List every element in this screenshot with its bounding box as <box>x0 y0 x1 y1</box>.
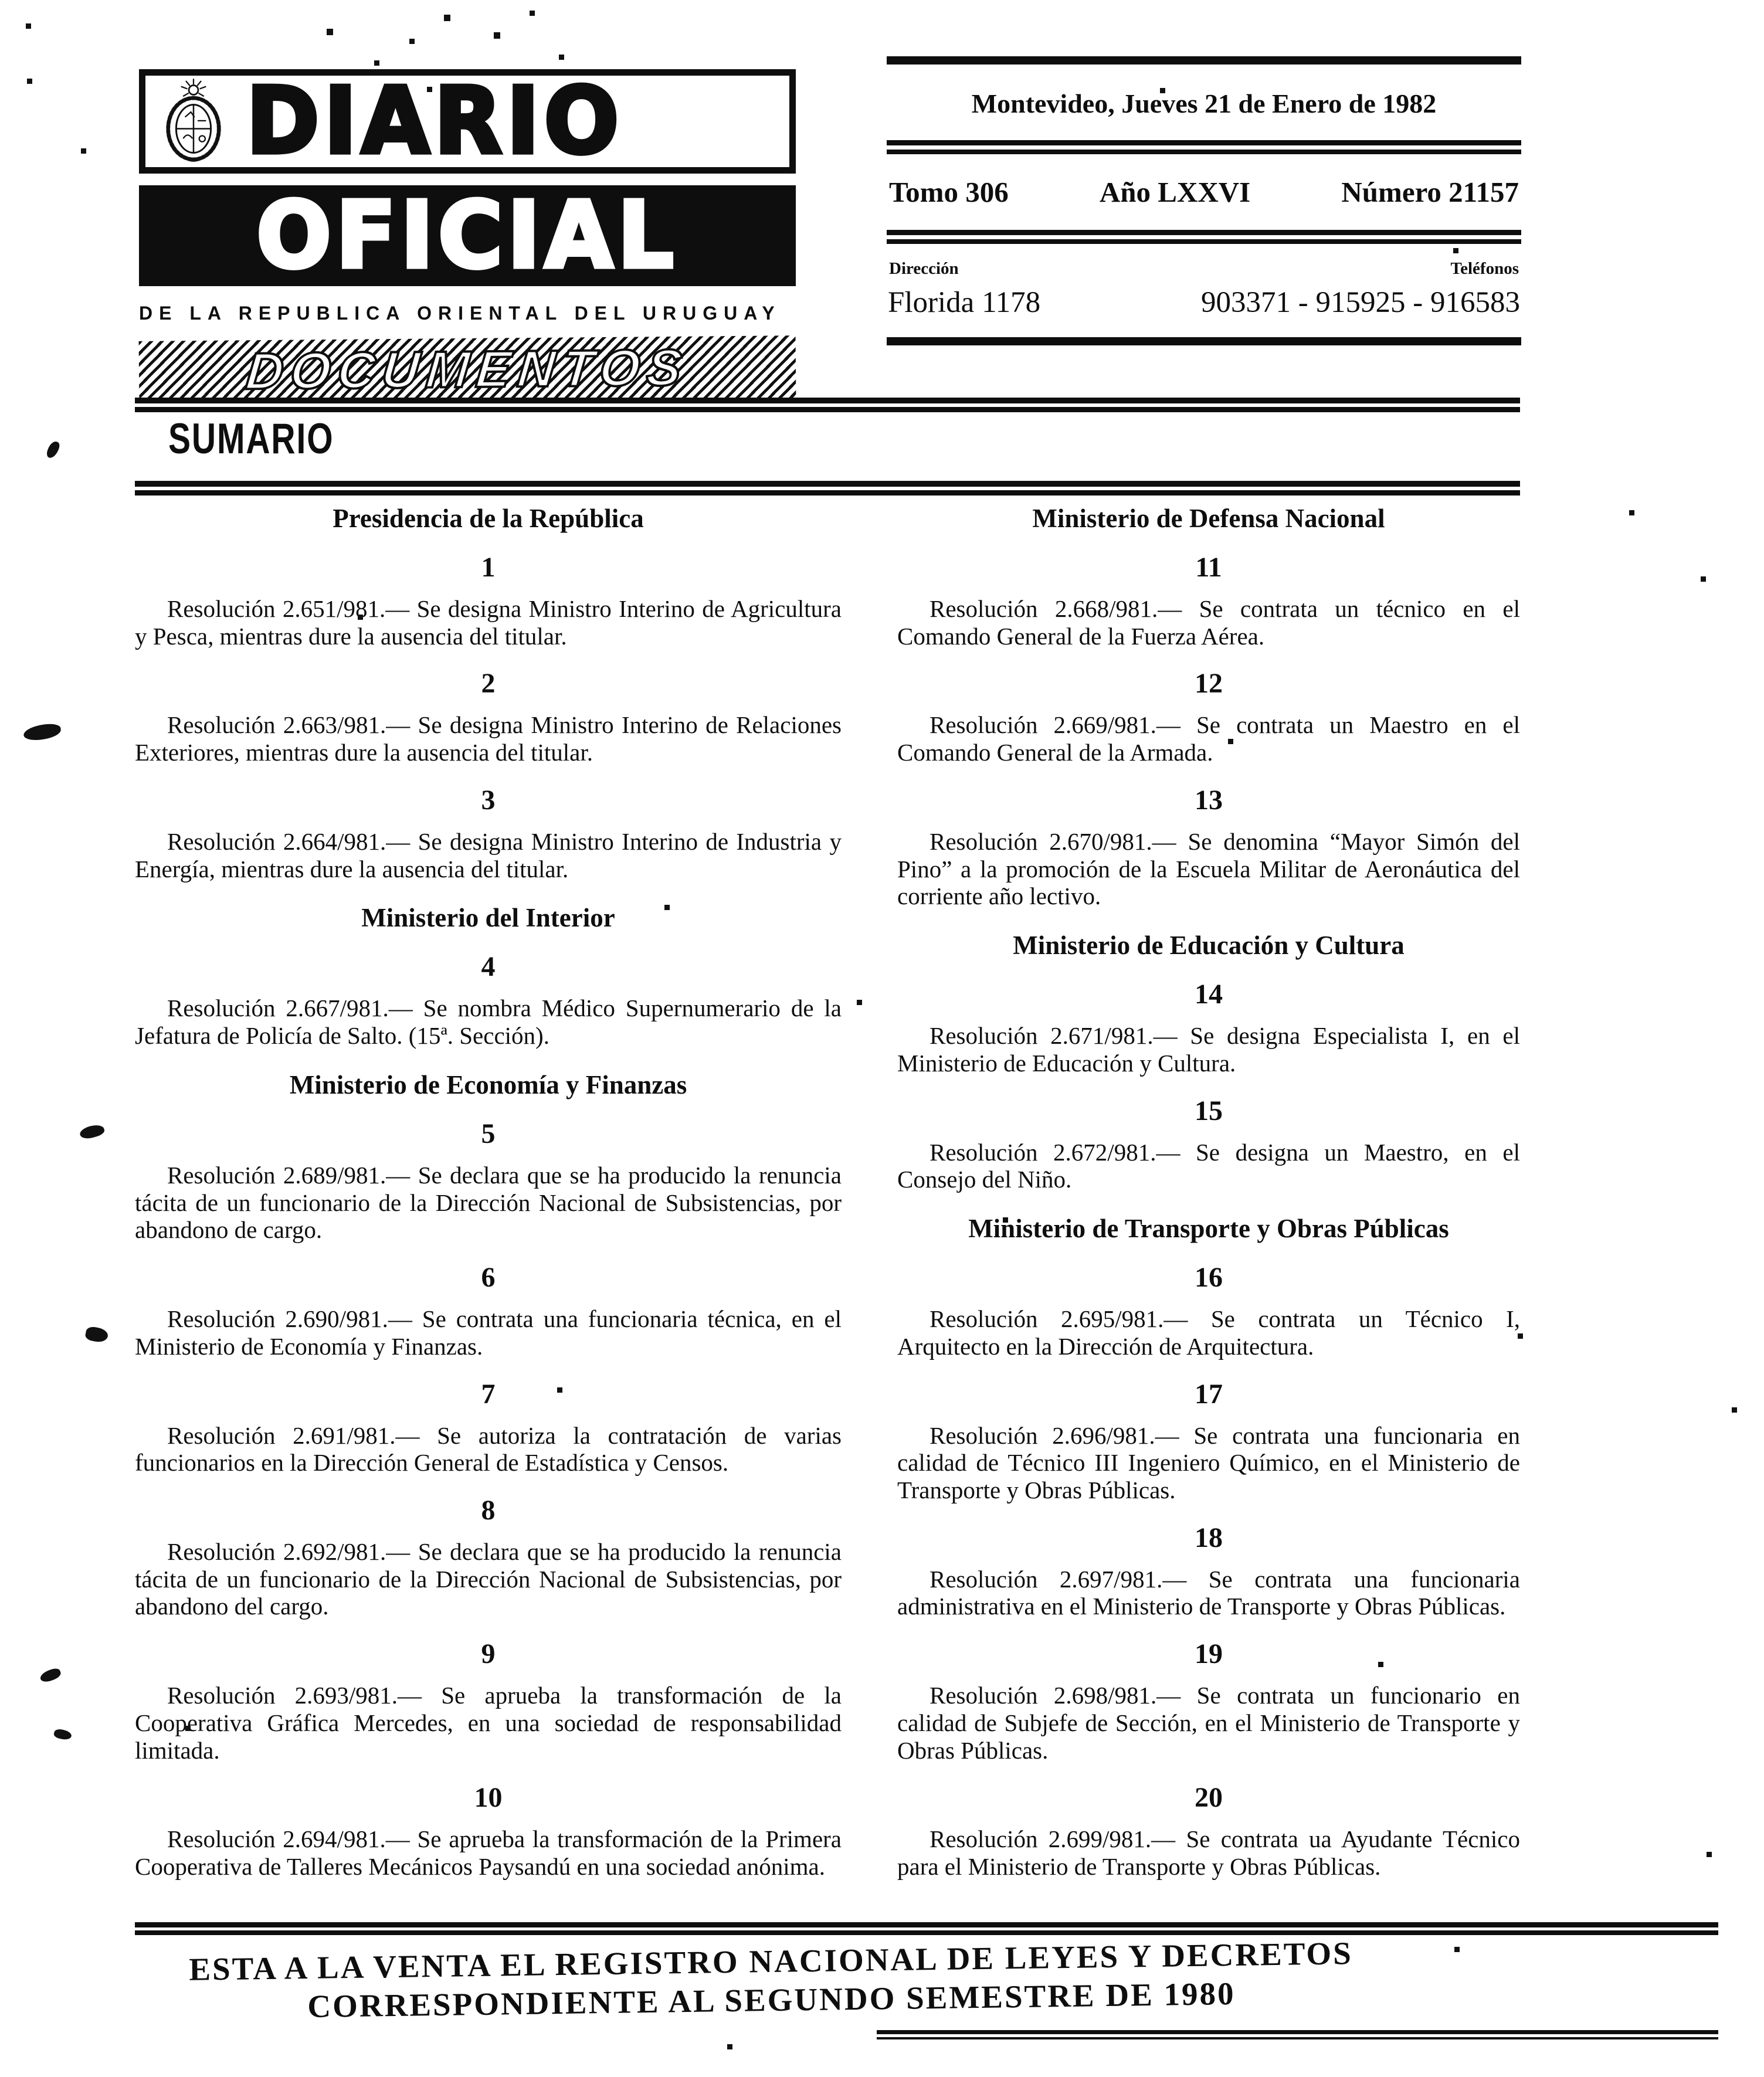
entry-number: 20 <box>1195 1782 1223 1814</box>
numero-value: Número 21157 <box>1341 176 1519 208</box>
entry-text: Resolución 2.663/981.— Se designa Ministro Interino de Relaciones Exteriores, mientras dure la ausencia del titular. <box>135 711 842 766</box>
entry-text: Resolución 2.694/981.— Se aprueba la transformación de la Primera Cooperativa de Talleres Mecánicos Paysandú en una sociedad anónima. <box>135 1825 842 1881</box>
oficial-logo-box <box>139 182 796 289</box>
entry-number: 4 <box>481 951 496 983</box>
entry-number: 12 <box>1195 668 1223 700</box>
footer-rule <box>135 1922 1718 1935</box>
entry-text: Resolución 2.691/981.— Se autoriza la contratación de varias funcionarios en la Dirección General de Estadística y Censos. <box>135 1421 842 1477</box>
summary-columns <box>135 500 1520 1886</box>
entry-text: Resolución 2.669/981.— Se contrata un Maestro en el Comando General de la Armada. <box>897 711 1520 766</box>
entry-text: Resolución 2.672/981.— Se designa un Maestro, en el Consejo del Niño. <box>897 1138 1520 1193</box>
entry-text: Resolución 2.693/981.— Se aprueba la transformación de la Cooperativa Gráfica Mercedes, en una sociedad de responsabilidad limitada. <box>135 1682 842 1764</box>
uruguay-coat-of-arms-icon <box>156 78 231 165</box>
entry-number: 3 <box>481 784 496 816</box>
section-heading: Presidencia de la República <box>333 504 644 533</box>
entry-number: 14 <box>1195 979 1223 1010</box>
entry-number: 11 <box>1195 552 1222 583</box>
entry-text: Resolución 2.690/981.— Se contrata una funcionaria técnica, en el Ministerio de Economía y Finanzas. <box>135 1305 842 1360</box>
documentos-banner-label: DOCUMENTOS <box>243 338 691 401</box>
entry-number: 13 <box>1195 784 1223 816</box>
sumario-title: SUMARIO <box>168 415 334 463</box>
info-box-divider <box>887 140 1521 154</box>
masthead-title-oficial: OFICIAL <box>256 182 679 289</box>
entry-number: 19 <box>1195 1638 1223 1670</box>
documentos-banner <box>139 335 796 403</box>
entry-text: Resolución 2.664/981.— Se designa Ministro Interino de Industria y Energía, mientras dure la ausencia del titular. <box>135 827 842 883</box>
direccion-label: Dirección <box>889 259 959 278</box>
masthead <box>139 69 796 401</box>
entry-text: Resolución 2.668/981.— Se contrata un técnico en el Comando General de la Fuerza Aérea. <box>897 595 1520 650</box>
entry-text: Resolución 2.696/981.— Se contrata una funcionaria en calidad de Técnico III Ingeniero Químico, en el Ministerio de Transporte y Obras Públicas. <box>897 1421 1520 1504</box>
entry-number: 1 <box>481 552 496 583</box>
masthead-title-diario: DIARIO <box>246 68 624 175</box>
footer-banner-line2: CORRESPONDIENTE AL SEGUNDO SEMESTRE DE 1980 <box>307 1975 1236 2025</box>
entry-text: Resolución 2.667/981.— Se nombra Médico Supernumerario de la Jefatura de Policía de Salto. (15ª. Sección). <box>135 995 842 1050</box>
anio-value: Año LXXVI <box>1099 176 1251 208</box>
edition-info-box <box>887 56 1521 345</box>
margin-mark <box>45 440 61 460</box>
section-heading: Ministerio de Educación y Cultura <box>1013 931 1405 961</box>
entry-text: Resolución 2.670/981.— Se denomina “Mayor Simón del Pino” a la promoción de la Escuela Militar de Aeronáutica del corriente año lectivo. <box>897 827 1520 910</box>
info-box-top-rule <box>887 56 1521 65</box>
entry-text: Resolución 2.697/981.— Se contrata una funcionaria administrativa en el Ministerio de Transporte y Obras Públicas. <box>897 1565 1520 1620</box>
entry-text: Resolución 2.689/981.— Se declara que se ha producido la renuncia tácita de un funcionario de la Dirección Nacional de Subsistencias, por abandono de cargo. <box>135 1161 842 1244</box>
entry-text: Resolución 2.698/981.— Se contrata un funcionario en calidad de Subjefe de Sección, en el Ministerio de Transporte y Obras Públicas. <box>897 1682 1520 1764</box>
entry-number: 5 <box>481 1118 496 1149</box>
info-box-bottom-rule <box>887 337 1521 345</box>
section-heading: Ministerio de Defensa Nacional <box>1032 504 1385 533</box>
section-heading: Ministerio de Economía y Finanzas <box>289 1070 687 1099</box>
masthead-subtitle: DE LA REPUBLICA ORIENTAL DEL URUGUAY <box>139 303 781 324</box>
summary-column-left <box>135 500 842 1886</box>
footer-banner <box>134 1933 1408 2028</box>
entry-text: Resolución 2.699/981.— Se contrata ua Ayudante Técnico para el Ministerio de Transporte y Obras Públicas. <box>897 1825 1520 1881</box>
section-heading: Ministerio del Interior <box>361 903 615 933</box>
info-box-divider <box>887 230 1521 244</box>
entry-number: 16 <box>1195 1262 1223 1294</box>
entry-text: Resolución 2.692/981.— Se declara que se ha producido la renuncia tácita de un funcionario de la Dirección Nacional de Subsistencias, por abandono del cargo. <box>135 1538 842 1620</box>
summary-column-right <box>897 500 1520 1886</box>
section-heading: Ministerio de Transporte y Obras Públicas <box>968 1214 1449 1244</box>
telefonos-label: Teléfonos <box>1450 259 1519 278</box>
entry-number: 8 <box>481 1495 496 1526</box>
margin-mark <box>84 1326 109 1344</box>
entry-number: 15 <box>1195 1095 1223 1126</box>
telefonos-value: 903371 - 915925 - 916583 <box>1201 286 1520 319</box>
entry-number: 6 <box>481 1262 496 1294</box>
footer-banner-line1: ESTA A LA VENTA EL REGISTRO NACIONAL DE LEYES Y DECRETOS <box>188 1935 1353 1987</box>
margin-mark <box>23 722 62 742</box>
entry-text: Resolución 2.651/981.— Se designa Ministro Interino de Agricultura y Pesca, mientras dure la ausencia del titular. <box>135 595 842 650</box>
entry-number: 10 <box>474 1782 503 1814</box>
bottom-edge-rule <box>877 2030 1718 2039</box>
entry-number: 7 <box>481 1378 496 1410</box>
entry-number: 9 <box>481 1638 496 1670</box>
diario-logo-box <box>139 69 796 174</box>
margin-mark <box>79 1123 106 1141</box>
entry-number: 2 <box>481 668 496 700</box>
edition-numbers-row <box>889 175 1519 209</box>
margin-mark <box>39 1667 62 1684</box>
contact-labels-row <box>889 259 1519 279</box>
entry-text: Resolución 2.695/981.— Se contrata un Técnico I, Arquitecto en la Dirección de Arquitectura. <box>897 1305 1520 1360</box>
entry-text: Resolución 2.671/981.— Se designa Especialista I, en el Ministerio de Educación y Cultura. <box>897 1022 1520 1077</box>
margin-mark <box>53 1728 73 1742</box>
edition-date: Montevideo, Jueves 21 de Enero de 1982 <box>971 89 1437 118</box>
direccion-value: Florida 1178 <box>888 286 1041 319</box>
horizontal-rule <box>135 481 1520 496</box>
entry-number: 18 <box>1195 1522 1223 1553</box>
contact-values-row <box>888 286 1520 320</box>
entry-number: 17 <box>1195 1378 1223 1410</box>
horizontal-rule <box>135 398 1520 412</box>
tomo-value: Tomo 306 <box>889 176 1009 208</box>
scan-specks <box>0 0 3 3</box>
